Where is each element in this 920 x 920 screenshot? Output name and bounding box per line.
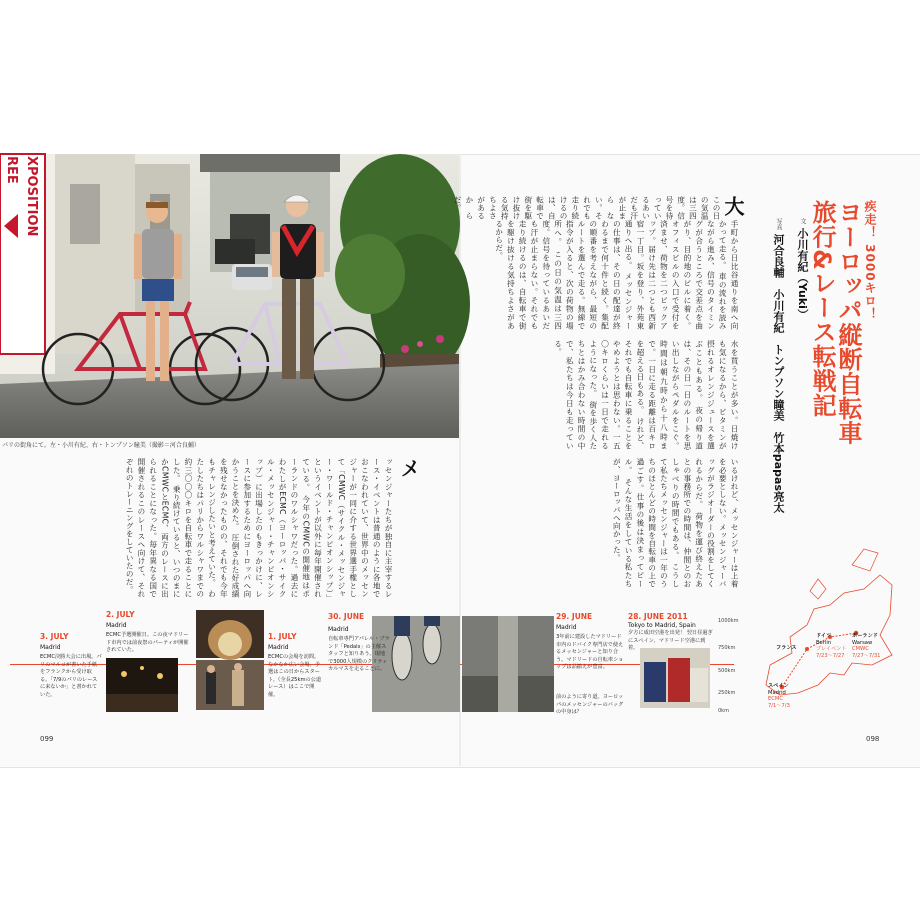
timeline-text: ECMC予選開催日。この夜マドリード市内では前夜祭のパーティが開催されていた。: [106, 632, 189, 654]
timeline-text: 自転車専門アパレル・ブランド「Pedals」の主催スタッフと知りあう。現地で3000人規模のクリティカルマスを走ることに。: [328, 636, 390, 673]
timeline-text: ECMC決勝大会に出場。パリのマルコが書いた手紙をフランクから受け取る。「7/9のパリのレースに来ないか」と書かれていた。: [40, 654, 102, 698]
street-scene-illustration: [0, 154, 459, 438]
poland-event: CMWC: [852, 646, 869, 652]
paragraph: この日の気温は三四度。信号を待っているあいだも汗が止まらない。それでも走り続けるのは、自転車で街を駆け抜ける気持ちよさがあるからだ。: [453, 196, 721, 220]
germany-date: 7/23〜7/27: [816, 652, 845, 659]
poland-label: ポーランド: [852, 633, 878, 639]
timeline-city: Tokyo to Madrid, Spain: [628, 622, 696, 629]
paragraph: 水を買うことが多い。日焼けも気になるから、ビタミンが摂れるオレンジジュースを選ぶこともある。: [694, 340, 739, 450]
timeline-text-2: 前のように寄り道。ヨーロッパのメッセンジャーのバッグの中身は？: [556, 694, 624, 716]
paragraph: 夜の帰り道は、その日一日のルートを思い出しながらペダルをこぐ。時間は朝九時から十八時まで。一日に走る距離は百キロを超える日もある。: [635, 340, 704, 451]
article-kicker: 疾走！ 3000キロ！: [863, 200, 877, 321]
photographer-role: 写真: [775, 218, 782, 230]
paragraph: こうして私たちメッセンジャーは一年のうちのほとんどの時間を自転車の上で過ごす。仕事の後は決まってビール。: [624, 458, 681, 589]
spain-label: スペイン: [768, 683, 789, 689]
paragraph: この日の気温は三四度。信号を待っているあいだも汗が止まらない。それでも走り続けるのは、自転車で街を駆け抜ける気持ちよさがあるからだ。: [494, 220, 563, 330]
map-label-france: [776, 645, 797, 652]
germany-label: ドイツ: [816, 633, 832, 639]
timeline-text: 3年前に建設したマドリード市内のドバイク専門店で使えるメッセンジャーと知り合う。マドリードの自転車ショップは品揃えが豊富。: [556, 634, 624, 671]
author-role: 文: [799, 218, 806, 224]
body-left: [10, 458, 394, 598]
timeline-city: Madrid: [40, 644, 61, 651]
paris-marker: [805, 647, 809, 651]
timeline-city: Madrid: [556, 624, 577, 631]
timeline-city: Madrid: [328, 626, 349, 633]
poland-city: Warsaw: [852, 639, 873, 646]
body-right-middle: [484, 340, 740, 450]
photographer-credit: [770, 218, 786, 513]
sign-ree: REE: [4, 156, 19, 184]
km-label: 0km: [718, 708, 729, 714]
km-label: 750km: [718, 645, 736, 651]
dropcap-right: 大: [721, 196, 745, 216]
article-title: ヨーロッパ縦断自転車旅行&レース転戦記: [808, 200, 862, 445]
body-right-upper-a: [484, 220, 740, 330]
photographer-names: 河合良輔 小川有紀 トンプソン瞳美 竹本papas亮太: [772, 233, 785, 513]
germany-city: Berlin: [816, 639, 832, 646]
poland-date: 7/27〜7/31: [852, 652, 881, 659]
timeline-text: 夕方に成田空港を出発！ 翌日昼過ぎにスペイン、マドリード空港に到着。: [628, 630, 713, 652]
paragraph: ッセンジャーたちが独自に主宰するレース・イベントは普通のように各地でおこなわれていて、世界中のメッセンジャーが一同に介する世界選手権として「CMWC（サイクル・メッセンジャー・ワールド・チャンピオンシップ）」というイベントが以外に毎年開催されている。: [301, 458, 393, 598]
spain-event: ECMC: [768, 696, 783, 702]
timeline-city: Madrid: [106, 622, 127, 629]
body-right-upper-b: [453, 196, 722, 220]
paragraph: わたしたちはパリからワルシャワまでの約三〇〇〇キロを自転車で走ることにした。: [172, 458, 217, 598]
paragraph: 荷物を運び終えたあとの事務所での時間は、仲間とのおしゃべりの時間でもある。: [671, 458, 704, 588]
author-name: 小川有紀（Yuki）: [796, 227, 809, 320]
bag-photo: [462, 616, 554, 712]
timeline-date: 28. JUNE 2011: [628, 612, 688, 621]
night-party-photo: [106, 658, 178, 712]
body-right-lower: [484, 458, 740, 588]
paragraph: 街を歩く人たちとはかみ合わない時間の中で、私たちは今日も走っている。: [553, 340, 598, 451]
luggage-photo: [640, 648, 710, 708]
paragraph: 手町から日比谷通りを南へ向かって走る。: [718, 220, 739, 330]
spain-city: Madrid: [768, 689, 786, 696]
france-label: フランス: [776, 645, 797, 651]
dropcap-left: メ: [397, 458, 421, 478]
map-label-poland: [852, 633, 881, 659]
paragraph: けれど、それでも自転車に乗ることをやめようとは思わない。一五〇キロくらいは一日で走れるようになった。: [588, 340, 645, 450]
paragraph: そんな生活をしている私たちが、ヨーロッパへ向かった。: [612, 458, 634, 589]
paragraph: 今年のCMWCの開催地はポーランドのワルシャワだった。過去にわたしがECMC（ヨーロッパ・サイクル・メッセンジャー・チャンピオンシップ）に出場したのもきっかけに、レースに参加するためにヨーロッパへ向かうことを決めた。: [231, 458, 311, 599]
timeline-city: Madrid: [268, 644, 289, 651]
page-number-left: 099: [40, 735, 54, 743]
germany-sub: プレイベント: [816, 646, 847, 652]
tunnel-photo: [196, 610, 264, 658]
map-label-germany: [816, 633, 847, 659]
timeline-date: 3. JULY: [40, 632, 69, 641]
km-label: 250km: [718, 690, 736, 696]
timeline-date: 30. JUNE: [328, 612, 365, 621]
europe-route-map: [752, 545, 902, 715]
map-label-spain: [768, 683, 790, 709]
dancers-photo: [196, 660, 264, 710]
paragraph: メッセンジャーの仕事は、その日の配達が終わるまで何十件と続く。集配の順番を考えながら、最短のルートを選んで走る。無線で指令が入ると、次の荷物の場所へ。: [553, 220, 634, 330]
timeline-date: 29. JUNE: [556, 612, 593, 621]
photo-caption: パリの街角にて。左・小川有紀、右・トンプソン瞳美（撮影＝河合良輔）: [2, 442, 200, 449]
sign-exposition: XPOSITION: [24, 156, 39, 237]
main-photo: [0, 154, 459, 438]
paragraph: 圧倒された好成績を残せなかったものの、それでも今年もチャレンジしたいと考えていた。: [207, 458, 241, 598]
timeline-date: 2. JULY: [106, 610, 135, 619]
author-credit: [794, 218, 810, 320]
timeline-text: ECMCの会場を訪問。なかなか広い会場。予選はこの日からスタート。（全長25kmの公道レース）はここで開催。: [268, 654, 322, 698]
spain-date: 7/1〜7/3: [768, 702, 790, 709]
km-label: 1000km: [718, 618, 739, 624]
page-number-right: 098: [866, 735, 880, 743]
km-label: 500km: [718, 668, 736, 674]
timeline-date: 1. JULY: [268, 632, 297, 641]
paragraph: 乗り続けていると、いつのまにかCMWCとECMC、両方のレースに出られることになった。毎年異なる国で開催されるこのレースへ向けて、それぞれのトレーニングをしていたのだ。: [125, 458, 182, 599]
paragraph: 車の流れを読みながら進み、信号のタイミングが合うところで交差点を曲がり、目的地のビルに着く。オフィスビルの入口で受付を済ませ、荷物を二つピックアップ。届け先は二つとも西新宿一丁目。坂を登り、外苑東通りへ出る。: [624, 220, 728, 330]
paragraph: いるけれど、メッセンジャーは上着を必要としない。メッセンジャーバッグがラジオーダーの役割をしてくれるからだ。: [694, 458, 739, 588]
